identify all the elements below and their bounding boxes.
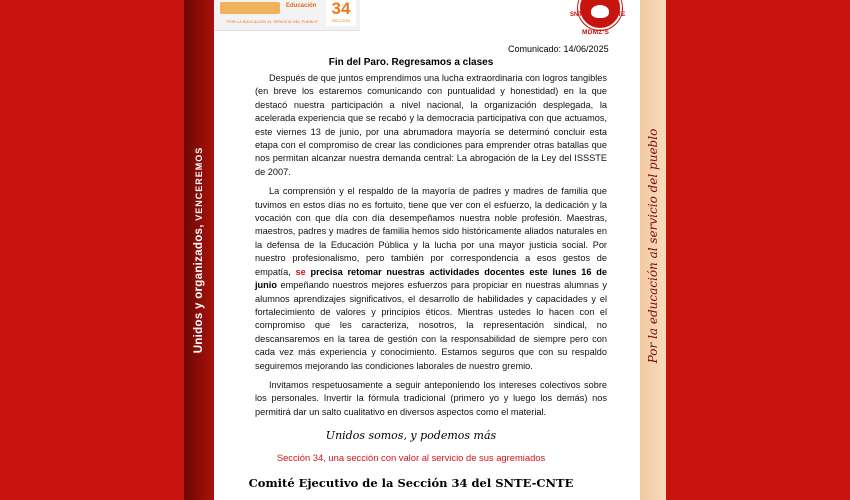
paragraph-2-rest: empeñando nuestros mejores esfuerzos para propiciar en nuestras alumnas y alumnos aprendizajes significativos, el desarrollo de habilidades y capacidades y el fortalecimiento de valores y principios éticos. Mientras ustedes lo hacen con el compromiso que les caracteriza, nosotros, la representación sindical, no descansaremos en la tarea de gestión con la responsabilidad de siempre pero con cada vez más experiencia y conocimiento. Estamos seguros que con su respaldo seguiremos mejorando las condiciones laborales de nuestro gremio.	[255, 280, 607, 371]
logo-cnte-label: CNTE	[609, 12, 626, 18]
paragraph-2	[255, 185, 607, 373]
logo-snte-label: SNTE	[570, 12, 587, 18]
left-sidebar-slogan	[193, 147, 205, 354]
motto: Unidos somos, y podemos más	[325, 429, 497, 442]
highlight-black-phrase: precisa retomar nuestras actividades docentes este lunes 16 de junio	[255, 266, 607, 291]
logo-education-label: Educación	[286, 3, 317, 9]
snte-wordmark	[220, 2, 280, 14]
communique-date: Comunicado: 14/06/2025	[508, 44, 609, 54]
committee-signature: Comité Ejecutivo de la Sección 34 del SNTE-CNTE	[248, 476, 574, 490]
section-number: 34	[331, 0, 351, 18]
left-sidebar-slogan-main: Unidos y organizados,	[193, 224, 205, 354]
paragraph-1: Después de que juntos emprendimos una lucha extraordinaria con logros tangibles (en breve los estaremos comunicando con puntualidad y honestidad) en la que destacó nuestra participación a nivel nacional, la organización desplegada, la acelerada experiencia que se recabó y la democracia participativa con que actuamos, este viernes 13 de junio, por una abrumadora mayoría se determinó concluir esta etapa con el compromiso de crear las condiciones para emprender otras batallas que nos permitan alcanzar nuestra demanda central: La abrogación de la Ley del ISSSTE de 2007.	[255, 73, 607, 177]
education-logo	[214, 0, 360, 31]
document-title: Fin del Paro. Regresamos a clases	[328, 57, 494, 68]
highlight-red-word: se	[295, 266, 306, 277]
section-number-label: SECCIÓN	[331, 18, 351, 23]
section-slogan: Sección 34, una sección con valor al servicio de sus agremiados	[276, 452, 546, 463]
right-sidebar-slogan: Por la educación al servicio del pueblo	[646, 128, 660, 364]
snte-cnte-logo	[568, 0, 630, 42]
left-sidebar-slogan-strong: VENCEREMOS	[194, 146, 204, 221]
section-34-badge	[326, 0, 356, 26]
document-body	[255, 72, 607, 419]
paragraph-3: Invitamos respetuosamente a seguir anteponiendo los intereses colectivos sobre los personales. Invertir la fórmula tradicional (primero yo y luego los demás) nos permitirá dar un salto cualitativo en diversos aspectos como el material.	[255, 379, 607, 417]
logo-tagline: "POR LA EDUCACIÓN AL SERVICIO DEL PUEBLO"	[226, 20, 319, 24]
logo-ribbon-label: MDMZ'S	[582, 29, 610, 36]
paragraph-2-intro: La comprensión y el respaldo de la mayoría de padres y madres de familia que tuvimos en estos días no es fortuito, tiene que ver con el esfuerzo, la dedicación y la vocación con que día con día desempeñamos nuestra noble profesión. Maestras, maestros, padres y madres de familia hemos sido históricamente aliados naturales en la defensa de la Educación Pública y la lucha por una mayor justicia social. Por nuestro profesionalismo, pero también por correspondencia a esos gestos de empatía,	[255, 186, 607, 277]
